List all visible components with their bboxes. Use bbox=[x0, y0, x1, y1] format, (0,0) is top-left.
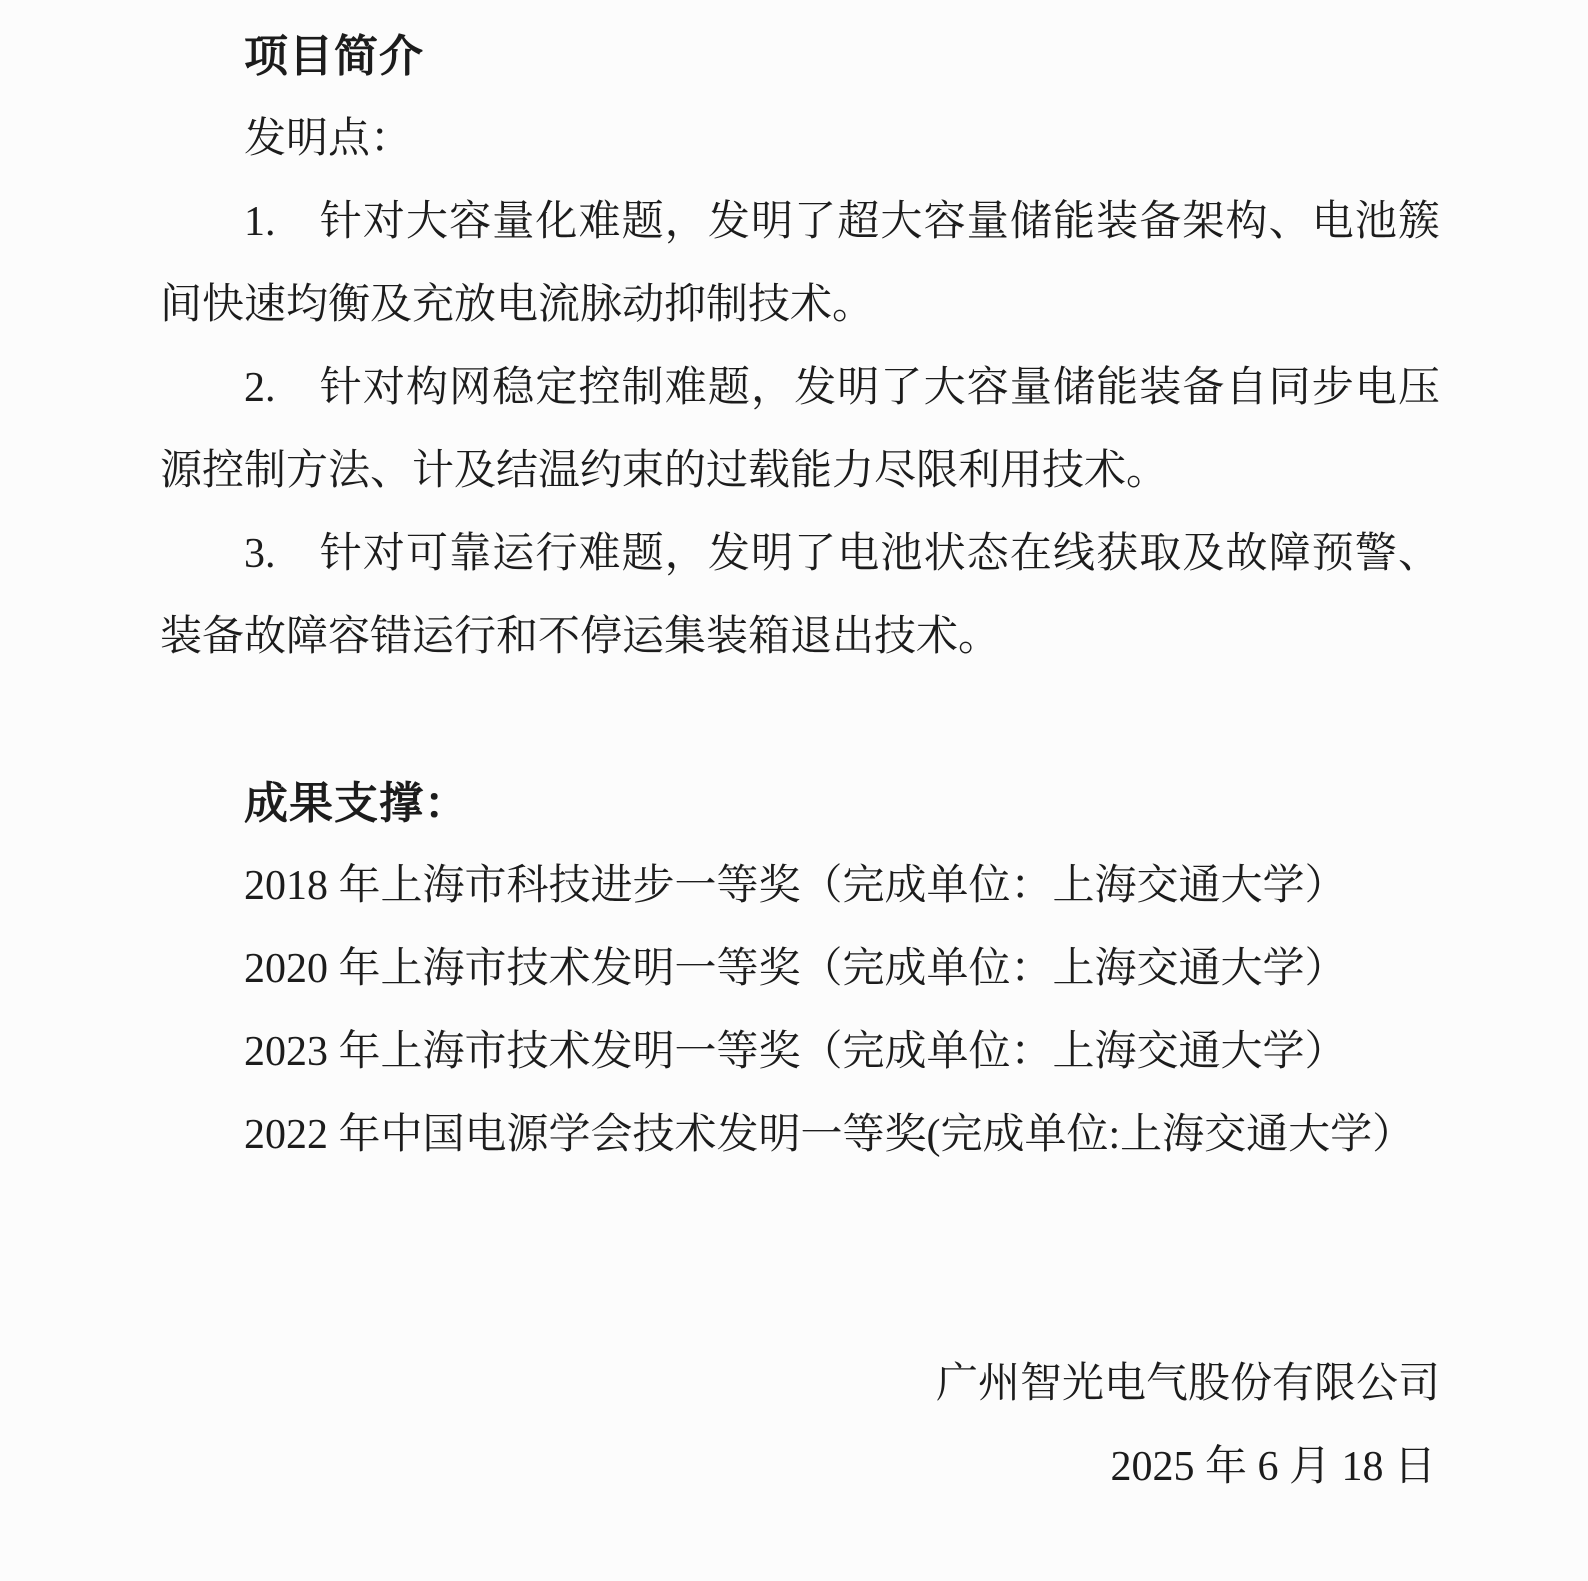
spacer bbox=[160, 679, 1440, 762]
invention-point-2-line-1: 2. 针对构网稳定控制难题，发明了大容量储能装备自同步电压 bbox=[244, 365, 1440, 411]
award-item-2018: 2018 年上海市科技进步一等奖（完成单位：上海交通大学） bbox=[244, 863, 1347, 909]
invention-point-1-line-1: 1. 针对大容量化难题，发明了超大容量储能装备架构、电池簇 bbox=[244, 199, 1440, 245]
achievements-heading: 成果支撑： bbox=[244, 779, 469, 828]
invention-point-2-line-2: 源控制方法、计及结温约束的过载能力尽限利用技术。 bbox=[160, 448, 1169, 494]
award-item-2023: 2023 年上海市技术发明一等奖（完成单位：上海交通大学） bbox=[244, 1029, 1347, 1075]
invention-point-1-line-2: 间快速均衡及充放电流脉动抑制技术。 bbox=[160, 282, 875, 328]
spacer bbox=[160, 1260, 1440, 1343]
invention-point-3-line-2: 装备故障容错运行和不停运集装箱退出技术。 bbox=[160, 614, 1001, 660]
invention-points-label: 发明点： bbox=[244, 116, 413, 162]
page-title: 项目简介 bbox=[244, 32, 424, 81]
invention-point-3-line-1: 3. 针对可靠运行难题，发明了电池状态在线获取及故障预警、 bbox=[244, 531, 1440, 577]
spacer bbox=[160, 1177, 1440, 1260]
award-item-2020: 2020 年上海市技术发明一等奖（完成单位：上海交通大学） bbox=[244, 946, 1347, 992]
company-name: 广州智光电气股份有限公司 bbox=[935, 1361, 1440, 1407]
document-date: 2025 年 6 月 18 日 bbox=[1110, 1444, 1436, 1490]
award-item-2022: 2022 年中国电源学会技术发明一等奖(完成单位:上海交通大学） bbox=[244, 1112, 1415, 1158]
